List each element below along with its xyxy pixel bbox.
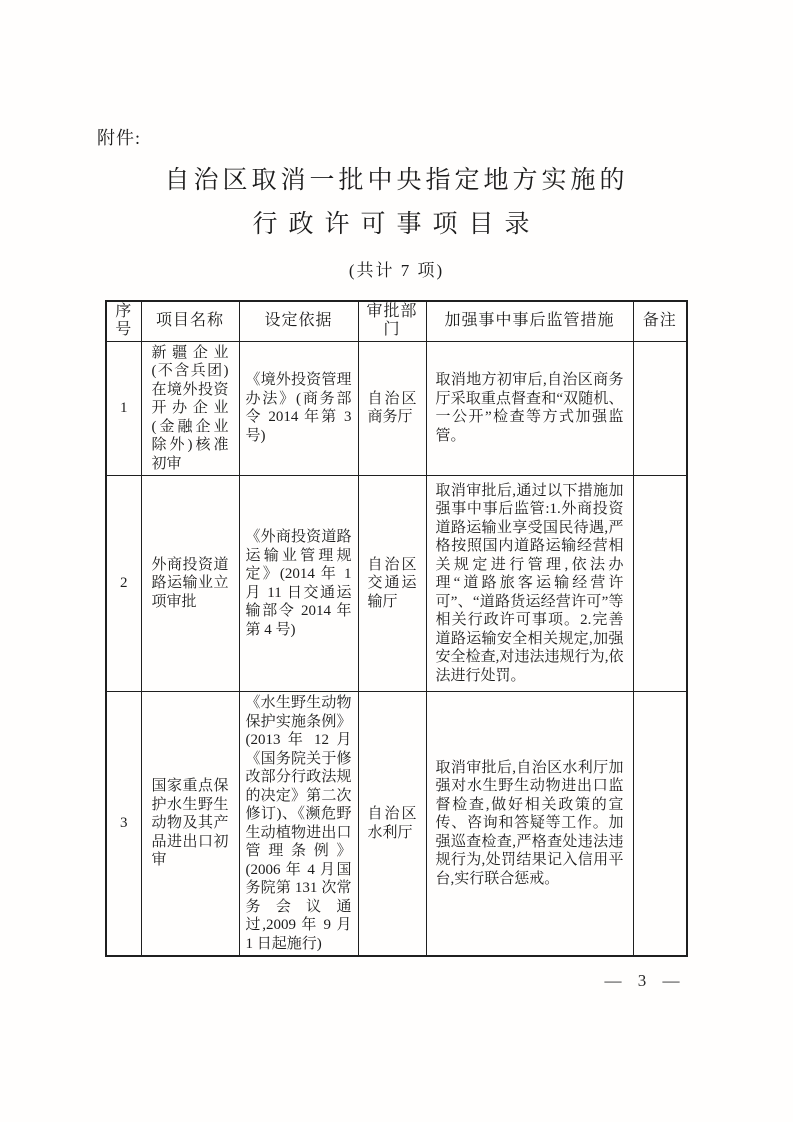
- cell-remarks: [633, 341, 687, 476]
- cell-serial-number: 2: [106, 476, 141, 692]
- cell-supervision-measures: 取消地方初审后,自治区商务厅采取重点督查和“双随机、一公开”检查等方式加强监管。: [426, 341, 633, 476]
- document-title: [0, 166, 793, 240]
- cell-approval-department: 自治区商务厅: [358, 341, 426, 476]
- header-project-name: 项目名称: [141, 301, 239, 341]
- cell-project-name: 国家重点保护水生野生动物及其产品进出口初审: [141, 692, 239, 957]
- table-row: [106, 341, 687, 476]
- table-row: [106, 692, 687, 957]
- document-title-line2: 行政许可事项目录: [252, 211, 541, 238]
- header-supervision-measures: 加强事中事后监管措施: [426, 301, 633, 341]
- cell-project-name: 新疆企业(不含兵团)在境外投资开办企业(金融企业除外)核准初审: [141, 341, 239, 476]
- cell-setting-basis: 《外商投资道路运输业管理规定》(2014 年 1 月 11 日交通运输部令 2014 年第 4 号): [239, 476, 358, 692]
- cell-approval-department: 自治区交通运输厅: [358, 476, 426, 692]
- cell-serial-number: 3: [106, 692, 141, 957]
- cell-serial-number: 1: [106, 341, 141, 476]
- cell-supervision-measures: 取消审批后,自治区水利厅加强对水生野生动物进出口监督检查,做好相关政策的宣传、咨询和答疑等工作。加强巡查检查,严格查处违法违规行为,处罚结果记入信用平台,实行联合惩戒。: [426, 692, 633, 957]
- header-serial-number: 序号: [106, 301, 141, 341]
- licensing-items-table: [105, 300, 688, 957]
- cell-setting-basis: 《水生野生动物保护实施条例》(2013 年 12 月《国务院关于修改部分行政法规的决定》第二次修订)、《濒危野生动植物进出口管理条例》(2006 年 4 月国务院第 131 次常务会议通过,2009 年 9 月 1 日起施行): [239, 692, 358, 957]
- page-number: — 3 —: [604, 971, 686, 990]
- cell-project-name: 外商投资道路运输业立项审批: [141, 476, 239, 692]
- document-subtitle-item-count: (共计 7 项): [348, 261, 445, 280]
- table-header-row: [106, 301, 687, 341]
- header-approval-department: 审批部门: [358, 301, 426, 341]
- cell-approval-department: 自治区水利厅: [358, 692, 426, 957]
- cell-remarks: [633, 476, 687, 692]
- attachment-label: 附件:: [97, 128, 142, 148]
- cell-supervision-measures: 取消审批后,通过以下措施加强事中事后监管:1.外商投资道路运输业享受国民待遇,严格按照国内道路运输经营相关规定进行管理,依法办理“道路旅客运输经营许可”、“道路货运经营许可”等相关行政许可事项。2.完善道路运输安全相关规定,加强安全检查,对违法违规行为,依法进行处罚。: [426, 476, 633, 692]
- header-setting-basis: 设定依据: [239, 301, 358, 341]
- document-title-line1: 自治区取消一批中央指定地方实施的: [164, 167, 629, 194]
- cell-setting-basis: 《境外投资管理办法》(商务部令 2014 年第 3 号): [239, 341, 358, 476]
- cell-remarks: [633, 692, 687, 957]
- header-remarks: 备注: [633, 301, 687, 341]
- table-row: [106, 476, 687, 692]
